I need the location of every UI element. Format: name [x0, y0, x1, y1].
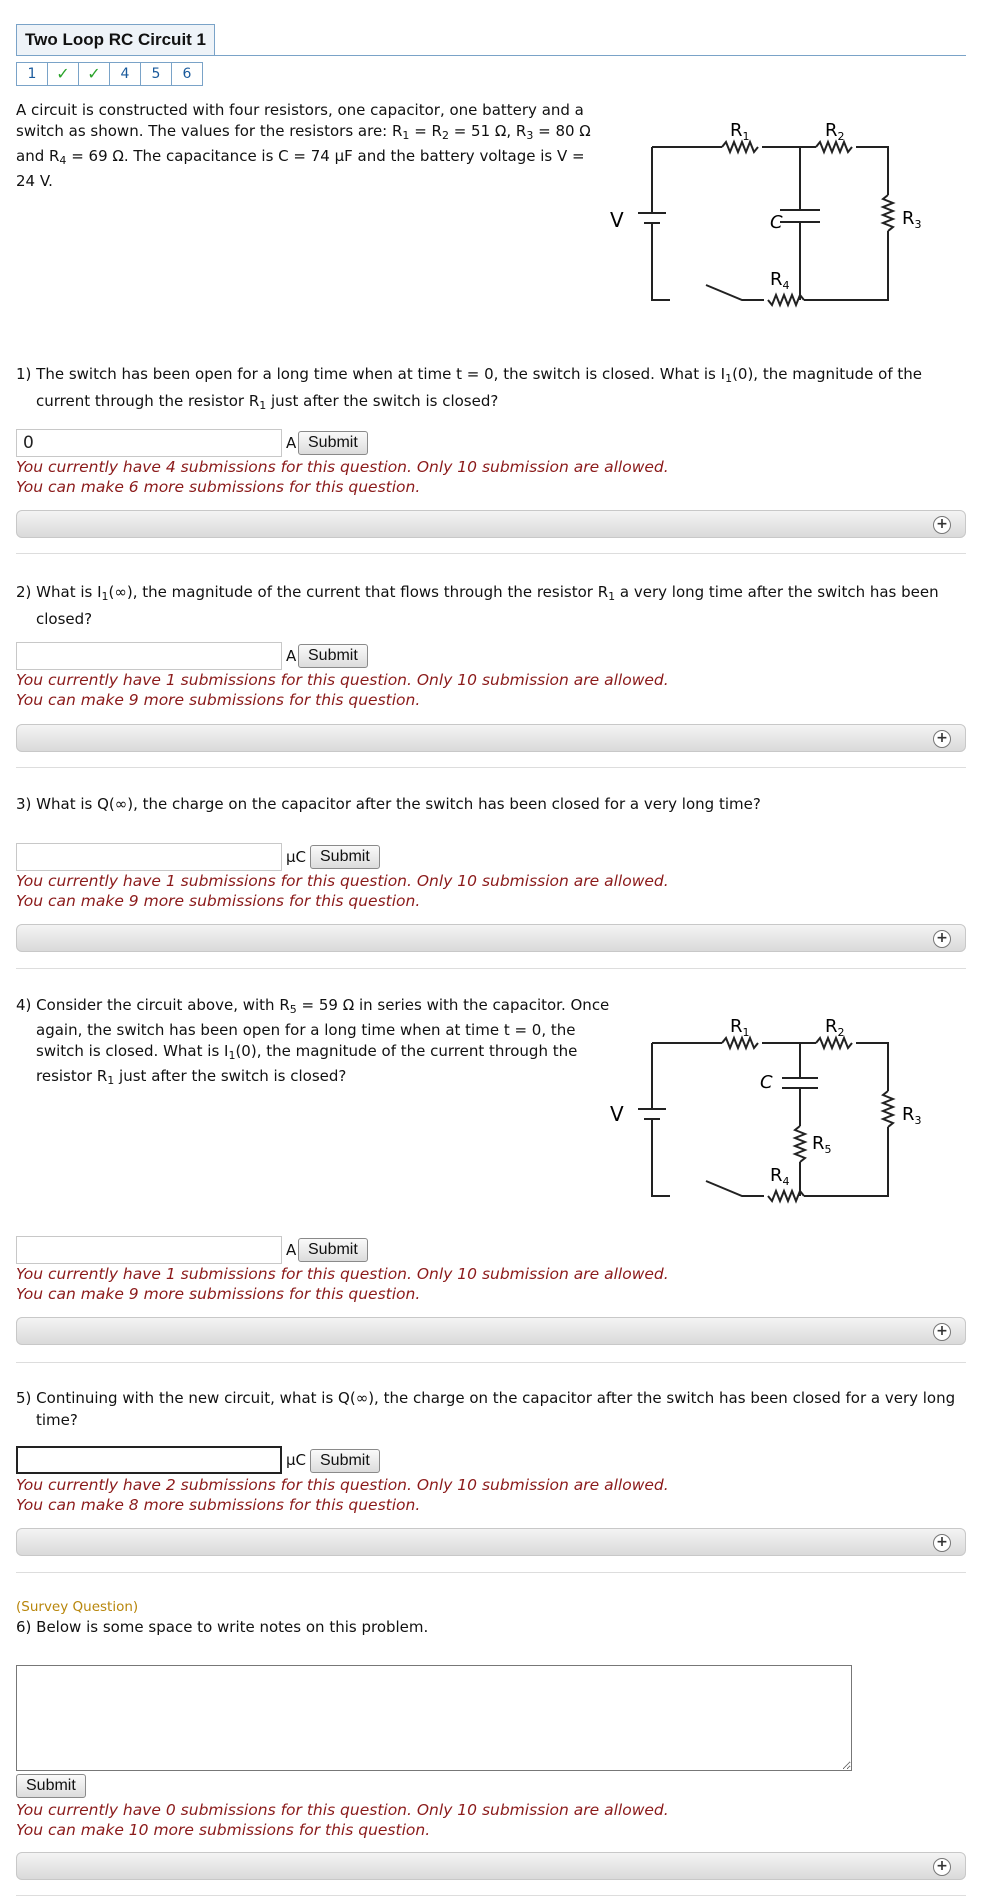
battery-label: V: [610, 208, 624, 232]
expand-bar-5[interactable]: [16, 1528, 966, 1556]
unit-label-2: A: [286, 647, 297, 665]
r2-label: $R_2$: [825, 1016, 845, 1039]
section-divider: [16, 1362, 966, 1363]
section-divider: [16, 1572, 966, 1573]
r3-label: $R_3$: [902, 208, 922, 231]
expand-bar-2[interactable]: [16, 724, 966, 752]
plus-circle-icon[interactable]: +: [933, 516, 951, 534]
capacitor-label: C: [760, 1072, 773, 1093]
answer-input-1[interactable]: [16, 429, 282, 457]
survey-label: (Survey Question): [16, 1599, 139, 1615]
submission-count-5: You currently have 2 submissions for this question. Only 10 submission are allowed.: [16, 1476, 669, 1494]
r2-label: $R_2$: [825, 120, 845, 143]
nav-item-2[interactable]: [47, 62, 79, 86]
submit-button-6[interactable]: Submit: [16, 1774, 86, 1798]
r4-label: $R_4$: [770, 269, 790, 292]
answer-input-3[interactable]: [16, 843, 282, 871]
expand-bar-6[interactable]: [16, 1852, 966, 1880]
question-1-text: 1) The switch has been open for a long time when at time t = 0, the switch is closed. What is $I_1(0)$, the magnitude of the current through the resistor $R_1$ just after the switch is closed?: [16, 365, 922, 412]
question-3-text: 3) What is Q(∞), the charge on the capacitor after the switch has been closed for a very long time?: [16, 795, 761, 813]
unit-label-1: A: [286, 434, 297, 452]
nav-item-3[interactable]: [78, 62, 110, 86]
question-nav: [16, 62, 202, 86]
problem-title: Two Loop RC Circuit 1: [16, 24, 215, 55]
answer-input-2[interactable]: [16, 642, 282, 670]
submission-count-3: You currently have 1 submissions for this question. Only 10 submission are allowed.: [16, 872, 669, 890]
question-5-text: 5) Continuing with the new circuit, what is Q(∞), the charge on the capacitor after the switch has been closed for a very long time?: [16, 1389, 956, 1429]
unit-label-4: A: [286, 1241, 297, 1259]
notes-textarea[interactable]: [16, 1665, 852, 1771]
plus-circle-icon[interactable]: +: [933, 730, 951, 748]
remaining-submissions-3: You can make 9 more submissions for this question.: [16, 892, 421, 910]
plus-circle-icon[interactable]: +: [933, 1323, 951, 1341]
question-6-text: 6) Below is some space to write notes on this problem.: [16, 1618, 429, 1636]
nav-item-5[interactable]: 5: [140, 62, 172, 86]
submit-button-5[interactable]: Submit: [310, 1449, 380, 1473]
intro-text: A circuit is constructed with four resistors, one capacitor, one battery and a switch as shown. The values for the resistors are: $R_1 = R_2 = 51$ Ω, $R_3 = 80$ Ω and $R_4 = 69$ Ω. The capacitance is C = 74 μF and the battery voltage is V = 24 V.: [16, 101, 591, 190]
remaining-submissions-2: You can make 9 more submissions for this question.: [16, 691, 421, 709]
submission-count-2: You currently have 1 submissions for this question. Only 10 submission are allowed.: [16, 671, 669, 689]
submit-button-1[interactable]: Submit: [298, 431, 368, 455]
submit-button-4[interactable]: Submit: [298, 1238, 368, 1262]
submit-button-3[interactable]: Submit: [310, 845, 380, 869]
title-divider: [16, 55, 966, 56]
r4-label: $R_4$: [770, 1165, 790, 1188]
section-divider: [16, 553, 966, 554]
expand-bar-3[interactable]: [16, 924, 966, 952]
capacitor-label: C: [770, 212, 783, 233]
r1-label: $R_1$: [730, 120, 750, 143]
unit-label-3: μC: [286, 848, 307, 866]
r5-label: $R_5$: [812, 1133, 832, 1156]
remaining-submissions-4: You can make 9 more submissions for this question.: [16, 1285, 421, 1303]
expand-bar-1[interactable]: [16, 510, 966, 538]
submit-button-2[interactable]: Submit: [298, 644, 368, 668]
unit-label-5: μC: [286, 1451, 307, 1469]
submission-count-4: You currently have 1 submissions for this question. Only 10 submission are allowed.: [16, 1265, 669, 1283]
plus-circle-icon[interactable]: +: [933, 1534, 951, 1552]
plus-circle-icon[interactable]: +: [933, 1858, 951, 1876]
remaining-submissions-5: You can make 8 more submissions for this question.: [16, 1496, 421, 1514]
section-divider: [16, 968, 966, 969]
expand-bar-4[interactable]: [16, 1317, 966, 1345]
remaining-submissions-1: You can make 6 more submissions for this question.: [16, 478, 421, 496]
circuit-diagram-2: [600, 1006, 940, 1216]
nav-item-6[interactable]: 6: [171, 62, 203, 86]
circuit-diagram-1: [600, 110, 940, 320]
check-icon: ✓: [87, 64, 101, 83]
section-divider: [16, 767, 966, 768]
remaining-submissions-6: You can make 10 more submissions for this question.: [16, 1821, 431, 1839]
question-4-text: 4) Consider the circuit above, with $R_5 = 59$ Ω in series with the capacitor. Once again, the switch has been open for a long time when at time t = 0, the switch is closed. What is $I_1(0)$, the magnitude of the current through the resistor $R_1$ just after the switch is closed?: [16, 996, 610, 1087]
check-icon: ✓: [56, 64, 70, 83]
nav-item-1[interactable]: 1: [16, 62, 48, 86]
r1-label: $R_1$: [730, 1016, 750, 1039]
section-divider: [16, 1895, 966, 1896]
nav-item-4[interactable]: 4: [109, 62, 141, 86]
question-2-text: 2) What is $I_1(\infty)$, the magnitude of the current that flows through the resistor $R_1$ a very long time after the switch has been closed?: [16, 583, 939, 628]
battery-label: V: [610, 1102, 624, 1126]
plus-circle-icon[interactable]: +: [933, 930, 951, 948]
r3-label: $R_3$: [902, 1104, 922, 1127]
submission-count-1: You currently have 4 submissions for this question. Only 10 submission are allowed.: [16, 458, 669, 476]
submission-count-6: You currently have 0 submissions for this question. Only 10 submission are allowed.: [16, 1801, 669, 1819]
answer-input-5[interactable]: [16, 1446, 282, 1474]
answer-input-4[interactable]: [16, 1236, 282, 1264]
